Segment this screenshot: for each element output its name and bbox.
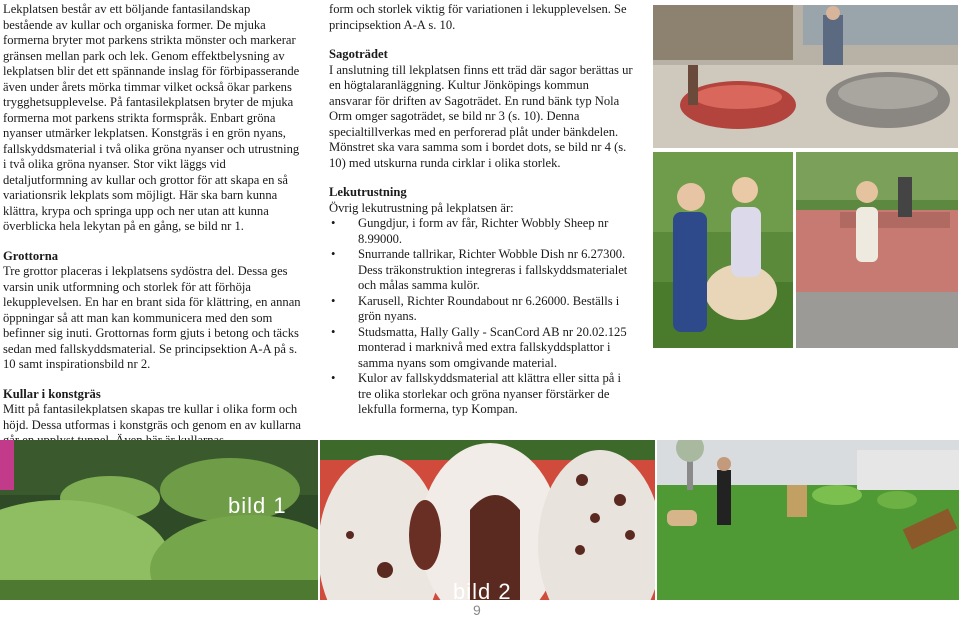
text-column-middle [329, 2, 634, 418]
heading-grottorna: Grottorna [3, 248, 59, 263]
photo-wobble-dishes [653, 5, 958, 148]
kullar-paragraph: Mitt på fantasilekplatsen skapas tre kullar i olika form och höjd. Dessa utformas i konstgräs och genom en av kullarna [3, 402, 301, 432]
list-item: • Kulor av fallskyddsmaterial att klättra eller sitta på i tre olika storlekar och gröna nyanser förstärker de lekfulla formerna, typ Kompan. [329, 371, 634, 418]
continued-paragraph: form och storlek viktig för variationen i lekupplevelsen. Se principsektion A-A s. 10. [329, 2, 627, 32]
equipment-list [329, 216, 634, 418]
text-column-left [3, 2, 303, 449]
photo-park-render [657, 440, 959, 600]
photo-bild-2 [320, 440, 655, 600]
heading-lekutrustning: Lekutrustning [329, 185, 407, 199]
heading-sagotradet: Sagoträdet [329, 47, 388, 61]
photo-trampoline [796, 152, 958, 348]
sagotradet-paragraph: I anslutning till lekplatsen finns ett träd där sagor berättas ur en högtalaranläggning. Kultur Jönköpings kommun ansvarar för driften av Sagoträdet. En rund bänk typ Nola Orm omger sagoträdet, se bild nr 3 (s. 10). Denna specialtillverkas med en perforerad plåt under bänkdelen. Mönstret ska vara samma som i bordet dots, se bild nr 4 (s. 10) med utskurna runda cirklar i olika storlek. [329, 62, 633, 170]
label-bild-1: bild 1 [228, 493, 287, 518]
list-item: • Studsmatta, Hally Gally - ScanCord AB nr 20.02.125 monterad i marknivå med extra fallskyddsplattor i samma nyans som omgivande material. [329, 325, 634, 372]
intro-paragraph: Lekplatsen består av ett böljande fantasilandskap bestående av kullar och organiska former. De mjuka formerna bryter mot parkens strikta mönster och markerar gränsen mellan park och lek. Genom effektbelysning av lekplatsen blir det ett spännande inslag för förbipasserande även under årets mörka timmar vilket också ökar parkens trygghetsupplevelse. På fantasilekplatsen bryter de mjuka formerna mot parkens strikta formspråk. Enbart gröna nyanser utmärker lekplatsen. Konstgräs i en grön nyans, fallskyddsmaterial i två olika gröna nyanser och utrustning i två olika gröna nyanser. Stor vikt läggs vid detaljutformning av kullar och grottor för att skapa en så variationsrik lekplats som möjligt. Här ska barn kunna klättra, krypa och springa upp och ner utan att kunna överblicka hela lekytan på en gång, se bild nr 1. [3, 2, 300, 233]
list-item: • Karusell, Richter Roundabout nr 6.26000. Beställs i grön nyans. [329, 294, 634, 325]
lekutrustning-intro: Övrig lekutrustning på lekplatsen är: [329, 200, 514, 215]
list-item: • Gungdjur, i form av får, Richter Wobbly Sheep nr 8.99000. [329, 216, 634, 247]
label-bild-2: bild 2 [453, 579, 512, 600]
page-number: 9 [473, 602, 481, 618]
photo-bild-1 [0, 440, 318, 600]
photo-wobbly-sheep [653, 152, 793, 348]
grottorna-paragraph: Tre grottor placeras i lekplatsens sydöstra del. Dessa ges varsin unik utformning och storlek för att förhöja lekupplevelsen. En har en brant sida för klättring, en annan öppningar så att man kan kommunicera med den som befinner sig inuti. Grottornas form gjuts i betong och täcks sedan med fallskyddsmaterial. Se principsektion A-A på s. 10 samt inspirationsbild nr 2. [3, 264, 301, 371]
heading-kullar: Kullar i konstgräs [3, 386, 101, 401]
list-item: • Snurrande tallrikar, Richter Wobble Dish nr 6.27300. Dess träkonstruktion integreras i fallskyddsmaterialet och målas samma kulör. [329, 247, 634, 294]
